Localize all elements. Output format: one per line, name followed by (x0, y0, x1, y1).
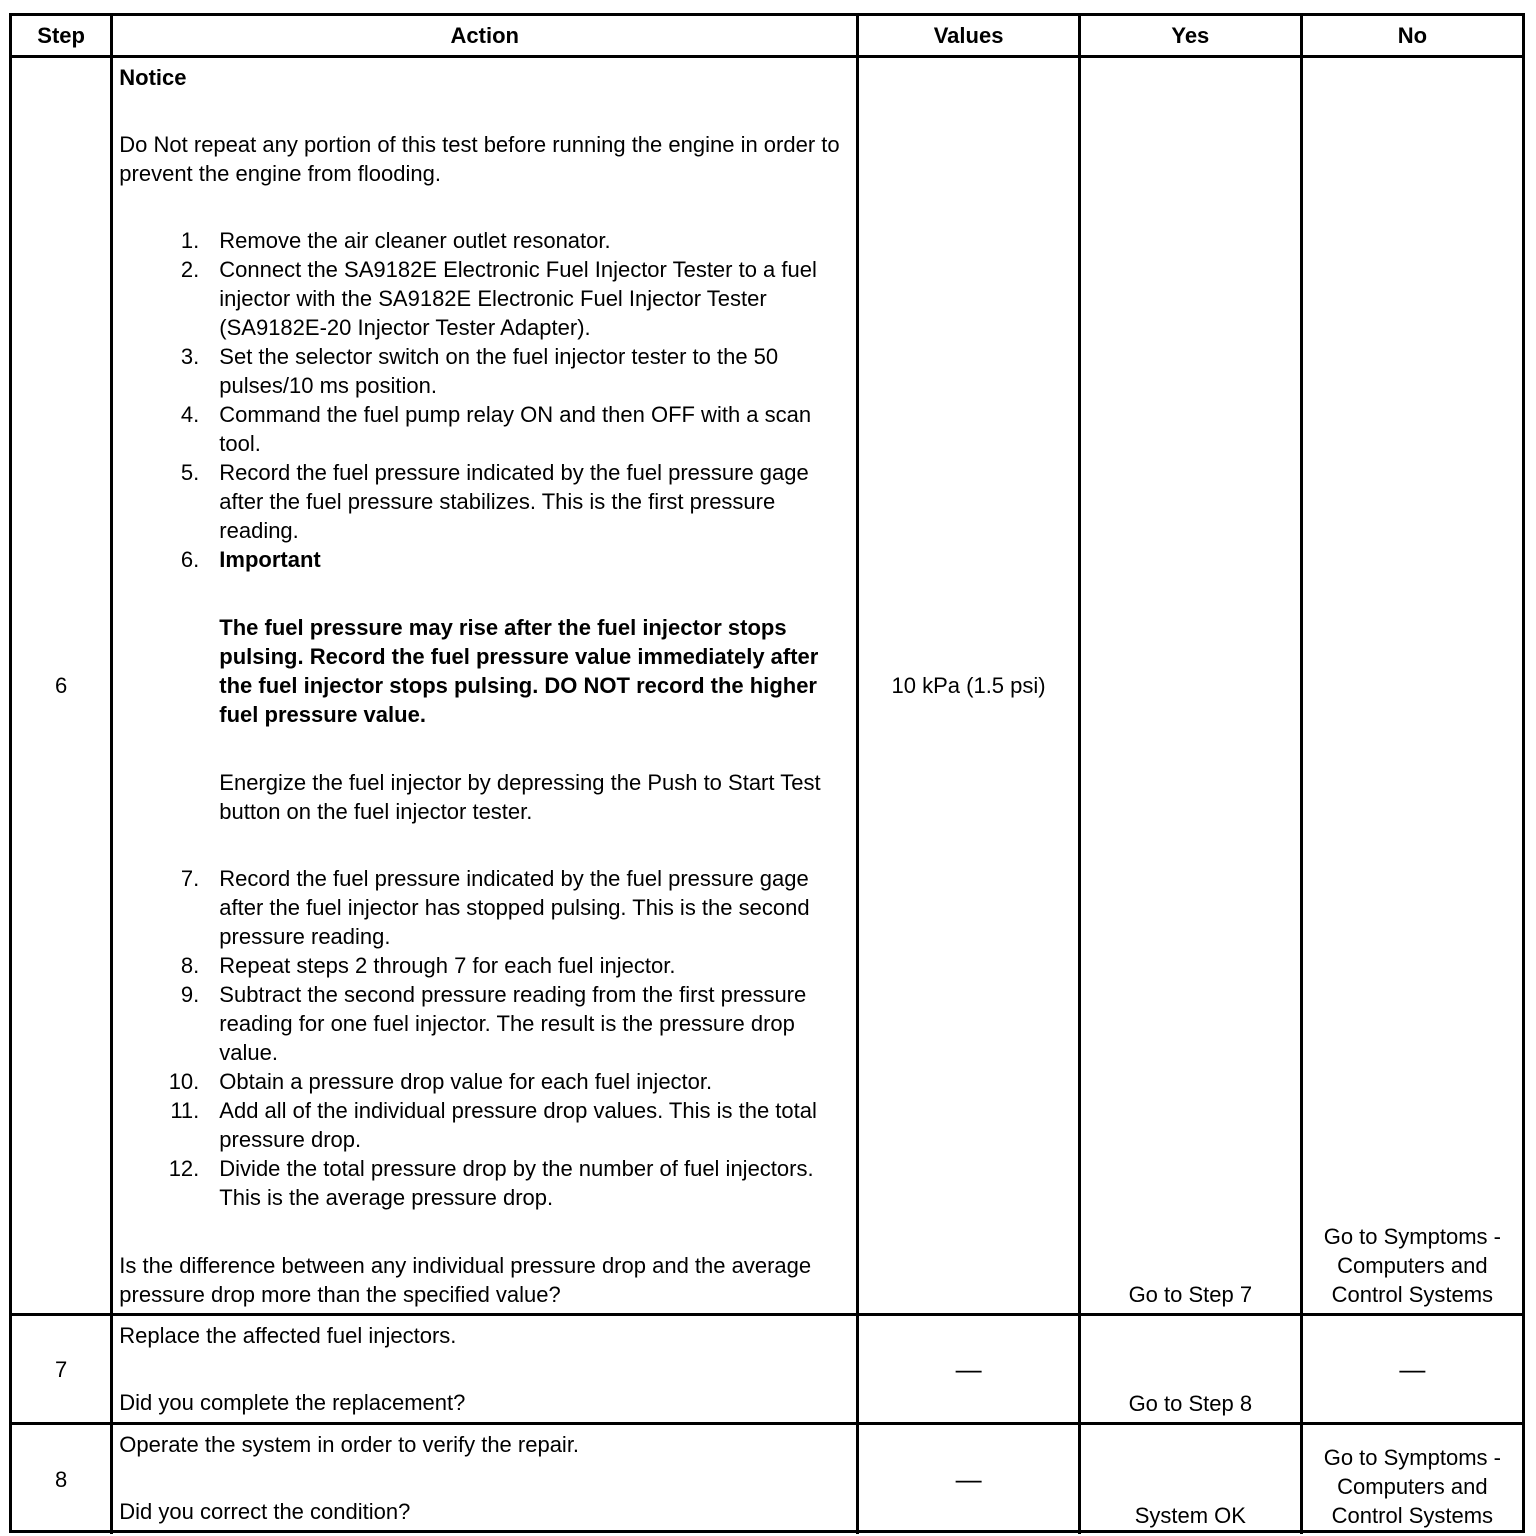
list-item: 1. Remove the air cleaner outlet resonator. (180, 228, 611, 253)
header-row (12, 16, 1522, 57)
no-cell: Go to Symptoms - Computers and Control Systems (1301, 1424, 1522, 1534)
list-item: 4. Command the fuel pump relay ON and then OFF with a scan tool. (180, 402, 812, 456)
step-number: 7 (12, 1315, 112, 1424)
diagnostic-table-frame (9, 13, 1525, 1533)
list-item: 7. Record the fuel pressure indicated by the fuel pressure gage after the fuel injector has stopped pulsing. This is the second pressure reading. (180, 866, 810, 949)
list-item: 2. Connect the SA9182E Electronic Fuel Injector Tester to a fuel injector with the SA9182E Electronic Fuel Injector Tester (SA9182E-20 Injector Tester Adapter). (180, 257, 817, 340)
step-number: 6 (12, 57, 112, 1315)
yes-cell: System OK (1079, 1424, 1301, 1534)
list-item: 9. Subtract the second pressure reading from the first pressure reading for one fuel injector. The result is the pressure drop value. (180, 982, 807, 1065)
header-action: Action (112, 16, 858, 57)
no-cell: Go to Symptoms - Computers and Control Systems (1301, 57, 1522, 1315)
table-row-step-8 (12, 1424, 1522, 1534)
energize-text: Energize the fuel injector by depressing the Push to Start Test button on the fuel injector tester. (219, 770, 821, 824)
notice-text: Do Not repeat any portion of this test before running the engine in order to prevent the engine from flooding. (119, 132, 840, 186)
yes-cell: Go to Step 7 (1079, 57, 1301, 1315)
list-item: 11. Add all of the individual pressure drop values. This is the total pressure drop. (170, 1098, 817, 1152)
action-cell (112, 1315, 858, 1424)
list-item: 5. Record the fuel pressure indicated by the fuel pressure gage after the fuel pressure stabilizes. This is the first pressure reading. (180, 460, 809, 543)
values-cell: — (858, 1315, 1080, 1424)
question-text: Is the difference between any individual pressure drop and the average pressure drop more than the specified value? (119, 1253, 812, 1307)
important-text: The fuel pressure may rise after the fuel injector stops pulsing. Record the fuel pressure value immediately after the fuel injector stops pulsing. DO NOT record the higher fuel pressure value. (219, 615, 819, 727)
table-row-step-7 (12, 1315, 1522, 1424)
diagnostic-table (12, 16, 1522, 1534)
header-yes: Yes (1079, 16, 1301, 57)
procedure-list (119, 226, 852, 1212)
yes-cell: Go to Step 8 (1079, 1315, 1301, 1424)
header-values: Values (858, 16, 1080, 57)
action-cell (112, 57, 858, 1315)
header-step: Step (12, 16, 112, 57)
list-item: 12. Divide the total pressure drop by the number of fuel injectors. This is the average pressure drop. (168, 1156, 814, 1210)
list-item: 6. Important The fuel pressure may rise after the fuel injector stops pulsing. Record the fuel pressure value immediately after the fuel injector stops pulsing. DO NOT record the higher fuel pressure value. Energize the fuel injector by depressing the Push to Start Test button on the fuel injector tester. (119, 545, 852, 864)
header-no: No (1301, 16, 1522, 57)
step-number: 8 (12, 1424, 112, 1534)
list-item: 3. Set the selector switch on the fuel injector tester to the 50 pulses/10 ms position. (180, 344, 779, 398)
notice-title: Notice (119, 65, 187, 90)
list-item: 8. Repeat steps 2 through 7 for each fuel injector. (180, 953, 676, 978)
question-text: Did you correct the condition? (119, 1499, 411, 1524)
action-text: Operate the system in order to verify the repair. (119, 1432, 580, 1457)
action-text: Replace the affected fuel injectors. (119, 1323, 457, 1348)
important-title: Important (219, 547, 321, 572)
list-item: 10. Obtain a pressure drop value for each fuel injector. (168, 1069, 713, 1094)
action-cell (112, 1424, 858, 1534)
table-row-step-6 (12, 57, 1522, 1315)
values-cell: — (858, 1424, 1080, 1534)
no-cell: — (1301, 1315, 1522, 1424)
question-text: Did you complete the replacement? (119, 1390, 466, 1415)
values-cell: 10 kPa (1.5 psi) (858, 57, 1080, 1315)
